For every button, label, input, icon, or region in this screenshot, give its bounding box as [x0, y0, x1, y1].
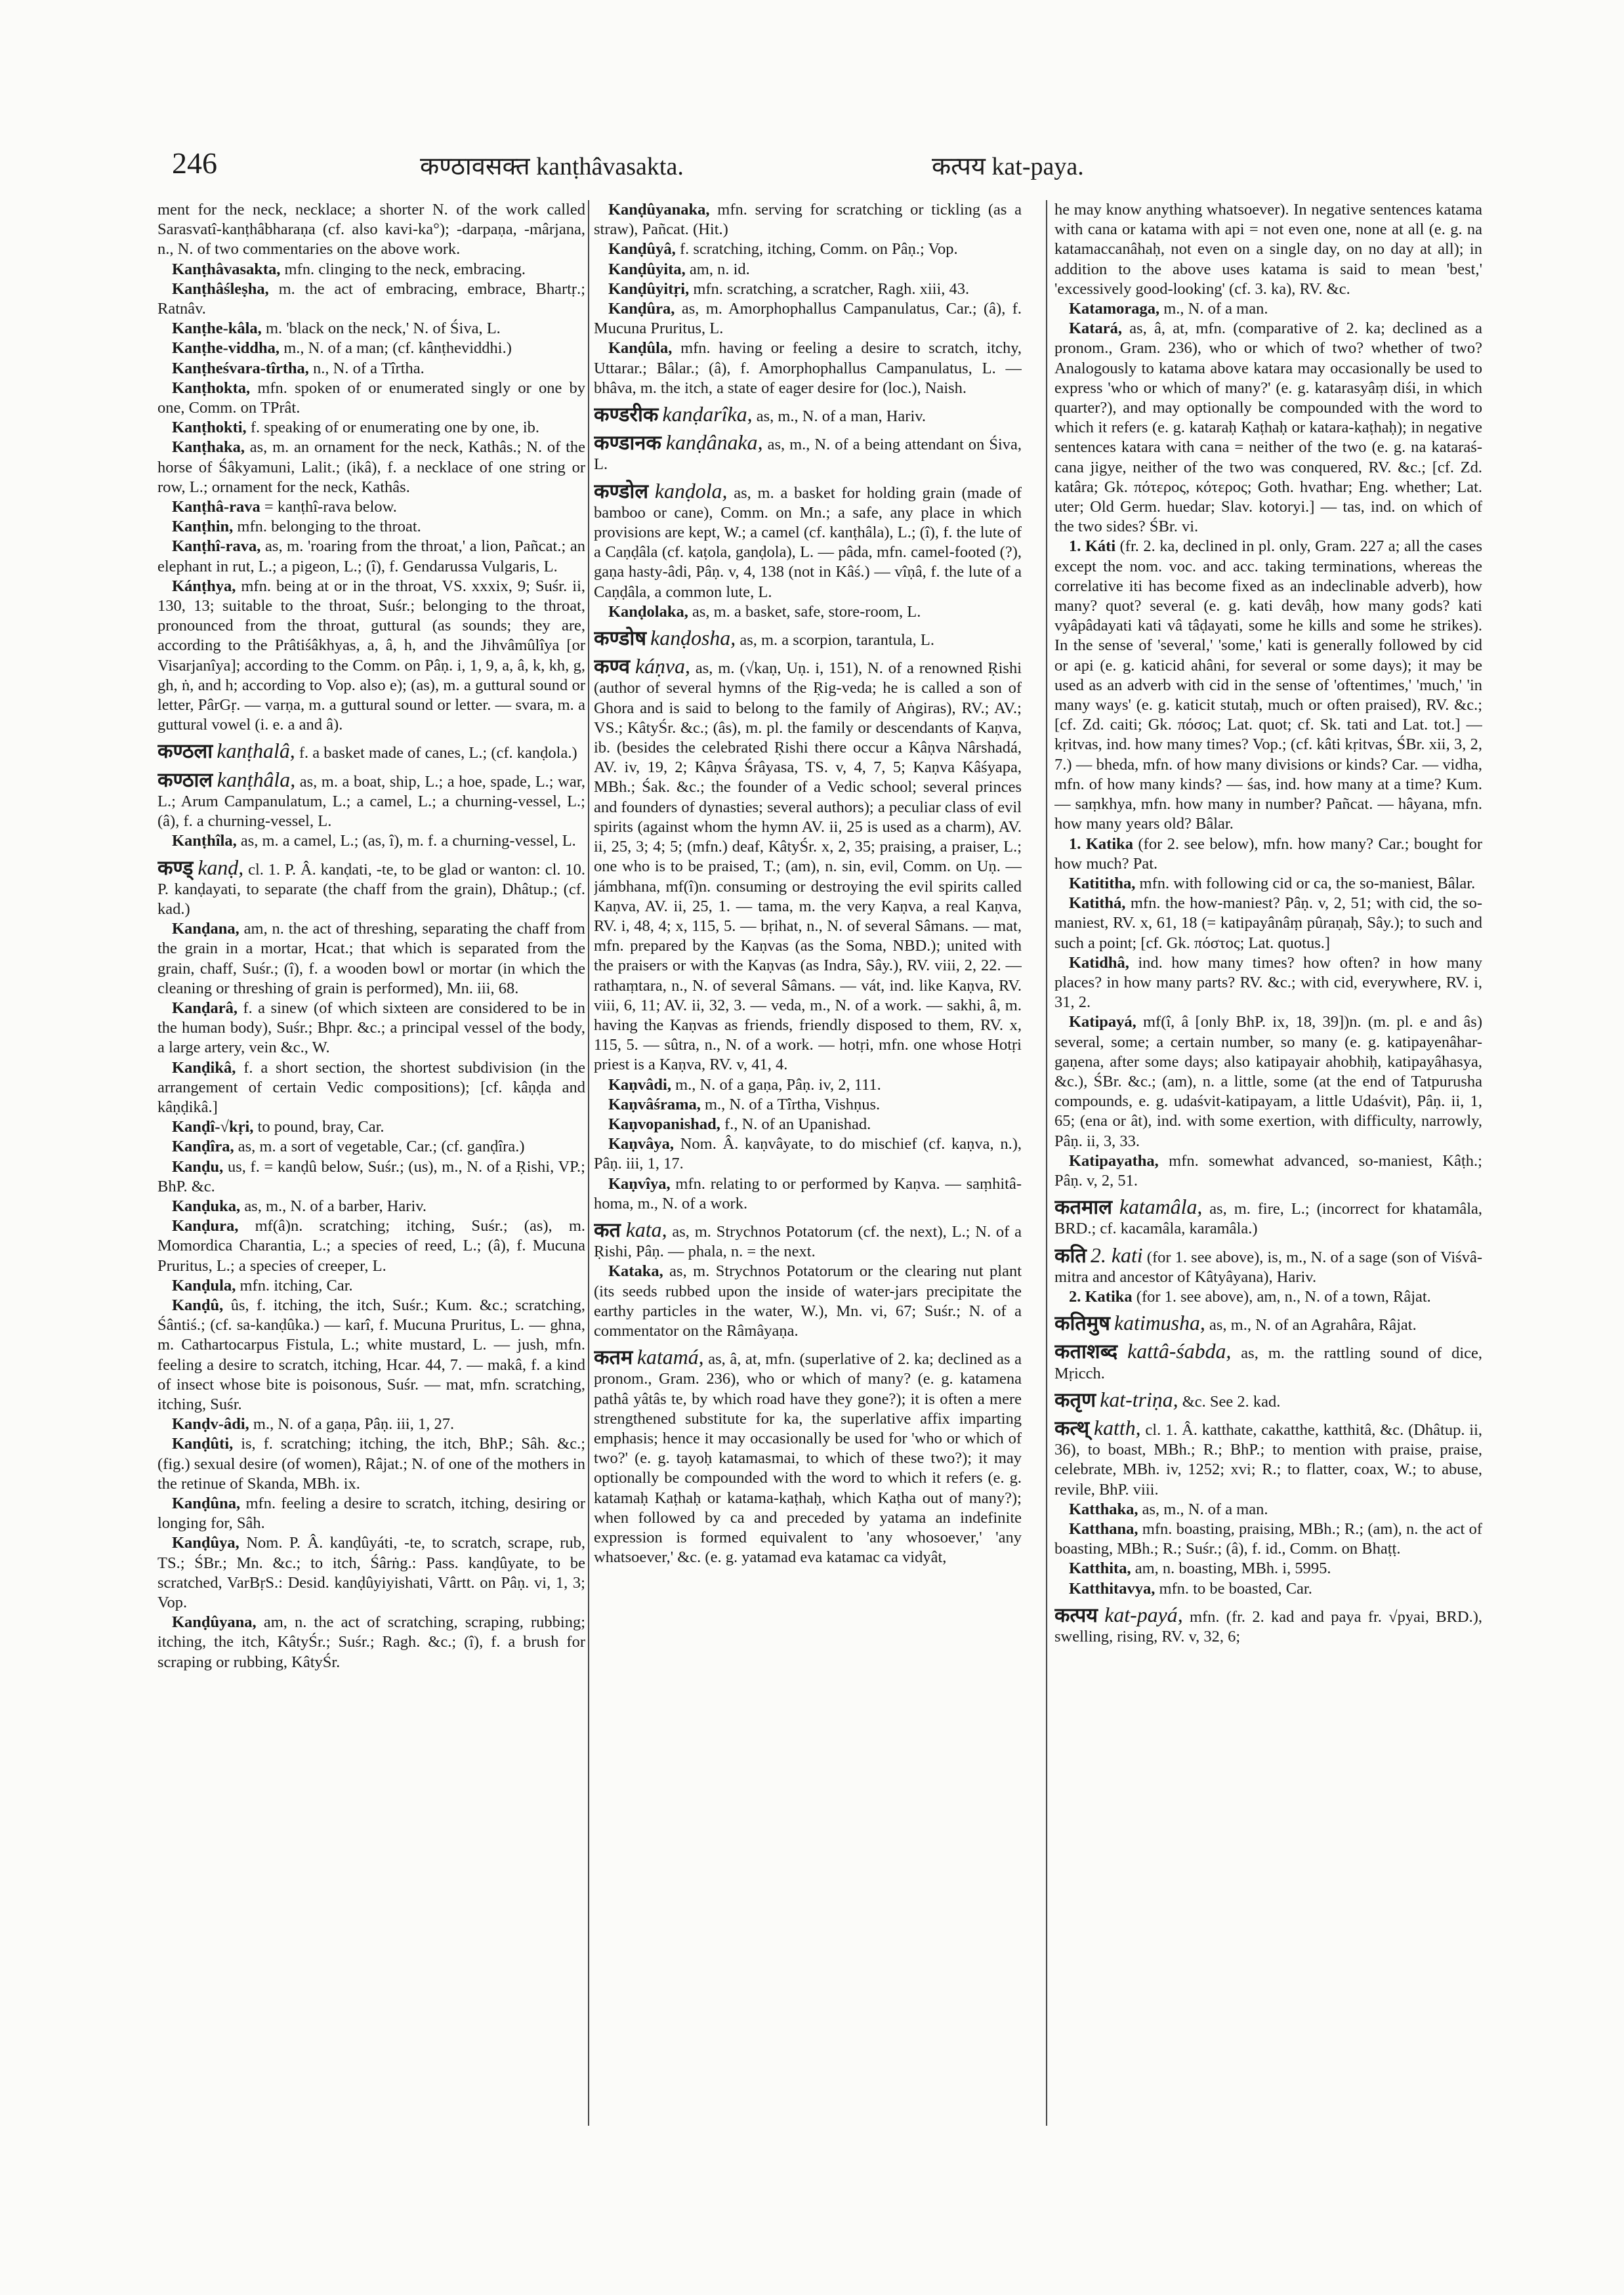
headword: Kanḍûla,: [608, 339, 673, 358]
entry-text: (for 1. see above), is, m., N. of a sage (son of Viśvâ-mitra and ancestor of Kâtyâyana), Hariv.: [1054, 1248, 1482, 1286]
dictionary-entry: [1054, 299, 1482, 319]
dictionary-entry: [157, 1613, 585, 1672]
entry-text: cl. 1. Â. katthate, cakatthe, katthitâ, &c. (Dhâtup. ii, 36), to boast, MBh.; R.; BhP.; to mention with praise, praise, celebrate, MBh. iv, 1252; xvi; R.; to flatter, coax, W.; to abuse, revile, BhP. viii.: [1054, 1420, 1482, 1499]
dictionary-entry: [157, 359, 585, 379]
headword: 2. Katika: [1069, 1287, 1133, 1306]
entry-text: as, m. the rattling sound of dice, Mṛicch.: [1054, 1344, 1482, 1382]
dictionary-entry: [1054, 1559, 1482, 1579]
devanagari-headword: कण्ठाल: [157, 768, 213, 791]
dictionary-entry: [594, 657, 1022, 1075]
page-header: [0, 146, 1624, 192]
entry-text: f. a short section, the shortest subdivision (in the arrangement of certain Vedic compositions); [cf. kâṇḍa and kâṇḍikâ.]: [157, 1058, 585, 1116]
dictionary-column-1: [157, 200, 585, 2168]
dictionary-entry: [157, 537, 585, 576]
headword: kanḍ,: [198, 856, 244, 879]
entry-text: f. a sinew (of which sixteen are considered to be in the human body), Suśr.; Bhpr. &c.; a principal vessel of the body, a large artery, vein &c., W.: [157, 999, 585, 1057]
devanagari-headword: कतमाल: [1054, 1196, 1112, 1219]
entry-text: mfn. itching, Car.: [239, 1276, 353, 1294]
dictionary-entry: [157, 1494, 585, 1533]
headword: kanḍola,: [654, 479, 728, 503]
entry-text: as, m. (√kaṇ, Uṇ. i, 151), N. of a renowned Ṛishi (author of several hymns of the Ṛig-veda; he is called a son of Ghora and is said to belong to the family of Aṅgiras), RV.; AV.; VS.; KâtyŚr. &c.; (âs), m. pl. the family or descendants of Kaṇva, ib. (besides the celebrated Ṛishi there occur a Kâṇva Nârshadá, AV. iv, 19, 2; Kâṇva Śrâyasa, TS. v, 4, 7, 5; Kaṇva Kâśyapa, MBh.; Śak. &c.; the founder of a Vedic school; several princes and founders of dynasties; several authors); a peculiar class of evil spirits (against whom the hymn AV. ii, 25 is used as a charm), AV. ii, 25, 3; 4; 5; (mfn.) deaf, KâtyŚr. x, 2, 35; praising, a praiser, L.; one who is to be praised, T.; (am), n. sin, evil, Comm. on Uṇ. — jámbhana, mf(î)n. consuming or destroying the evil spirits called Kaṇva, AV. ii, 25, 1. — tama, m. the very Kaṇva, a real Kaṇva, RV. i, 48, 4; x, 115, 5. — bṛihat, n., N. of several Sâmans. — mat, mfn. prepared by the Kaṇvas (as the Soma, NBD.); united with the praisers or with the Kaṇvas (as Indra, Sây.), RV. viii, 2, 22. — rathaṃtara, n., N. of several Sâmans. — vát, ind. like Kaṇva, RV. viii, 6, 11; AV. ii, 32, 3. — veda, m., N. of a work. — sakhi, â, m. having the Kaṇvas as friends, friendly disposed to them, RV. x, 115, 5. — sûtra, n., N. of a work. — hotṛi, mfn. one whose Hotṛi priest is a Kaṇva, RV. v, 41, 4.: [594, 659, 1022, 1074]
entry-text: as, m. a camel, L.; (as, î), m. f. a churning-vessel, L.: [240, 832, 576, 850]
entry-text: ind. how many times? how often? in how many places? in how many parts? RV. &c.; with cid, everywhere, RV. i, 31, 2.: [1054, 953, 1482, 1012]
dictionary-entry: [1054, 1418, 1482, 1500]
headword: kata,: [625, 1218, 667, 1241]
dictionary-entry: [157, 1276, 585, 1296]
running-head-left: कण्ठावसक्त kanṭhâvasakta.: [420, 153, 684, 180]
entry-text: am, n. id.: [689, 260, 750, 278]
dictionary-entry: [1054, 1500, 1482, 1520]
headword: Kánṭhya,: [172, 577, 236, 595]
devanagari-headword: कताशब्द: [1054, 1340, 1118, 1363]
headword: Kanḍu,: [172, 1157, 224, 1176]
headword: kanḍarîka,: [662, 403, 753, 426]
devanagari-headword: कत्पय: [1054, 1603, 1098, 1626]
headword: Kanḍikâ,: [172, 1058, 236, 1077]
headword: katth,: [1093, 1416, 1141, 1439]
entry-text: mfn. to be boasted, Car.: [1159, 1579, 1312, 1598]
entry-text: mfn. belonging to the throat.: [237, 518, 421, 536]
headword: Kanḍûti,: [172, 1435, 234, 1453]
headword: Kanṭhin,: [172, 518, 234, 536]
entry-text: us, f. = kanḍû below, Suśr.; (us), m., N. of a Ṛishi, VP.; BhP. &c.: [157, 1157, 585, 1195]
entry-text: m., N. of a gaṇa, Pâṇ. iv, 2, 111.: [675, 1075, 881, 1094]
dictionary-entry: [594, 1134, 1022, 1174]
entry-text: as, m., N. of a being attendant on Śiva, L.: [594, 436, 1022, 474]
entry-text: as, m. 'roaring from the throat,' a lion, Pañcat.; an elephant in rut, L.; a pigeon, L.; (î), f. Gendarussa Vulgaris, L.: [157, 537, 585, 575]
entry-text: &c. See 2. kad.: [1182, 1392, 1281, 1411]
dictionary-entry: [594, 239, 1022, 259]
headword: Katthitavya,: [1069, 1579, 1156, 1598]
entry-text: mfn. serving for scratching or tickling (as a straw), Pañcat. (Hit.): [594, 201, 1022, 239]
dictionary-entry: [157, 831, 585, 851]
entry-text: n., N. of a Tîrtha.: [313, 359, 425, 377]
dictionary-entry: [594, 1348, 1022, 1567]
dictionary-entry: [1054, 1520, 1482, 1559]
dictionary-entry: [157, 1296, 585, 1415]
entry-text: as, m., N. of a man.: [1142, 1500, 1268, 1518]
dictionary-entry: [1054, 874, 1482, 894]
devanagari-headword: कत: [594, 1218, 621, 1241]
dictionary-entry: [1054, 1243, 1482, 1287]
entry-text: as, m. a sort of vegetable, Car.; (cf. ganḍîra.): [238, 1138, 525, 1156]
entry-text: m., N. of a Tîrtha, Vishṇus.: [705, 1095, 881, 1113]
headword: Katthaka,: [1069, 1500, 1138, 1518]
headword: Kanḍula,: [172, 1276, 236, 1294]
dictionary-entry: [157, 577, 585, 735]
headword: Kanṭhâśleṣha,: [172, 279, 269, 298]
devanagari-headword: कण्डोल: [594, 480, 649, 503]
dictionary-entry: [594, 200, 1022, 239]
devanagari-headword: कत्थ्: [1054, 1416, 1090, 1439]
entry-text: mfn. clinging to the neck, embracing.: [284, 260, 526, 278]
headword: katamá,: [636, 1346, 704, 1369]
dictionary-entry: [157, 438, 585, 497]
dictionary-entry: [157, 517, 585, 537]
dictionary-entry: [157, 1533, 585, 1613]
dictionary-entry: [157, 1137, 585, 1157]
dictionary-entry: [594, 260, 1022, 279]
headword: Katará,: [1069, 320, 1122, 338]
headword: Kaṇvopanishad,: [608, 1115, 720, 1133]
entry-text: mfn. (fr. 2. kad and paya fr. √pyai, BRD.), swelling, rising, RV. v, 32, 6;: [1054, 1607, 1482, 1646]
entry-text: m., N. of a man.: [1163, 300, 1268, 318]
dictionary-entry: [157, 1157, 585, 1197]
entry-text: as, m. fire, L.; (incorrect for khatamâla, BRD.; cf. kacamâla, karamâla.): [1054, 1200, 1482, 1238]
dictionary-entry: [157, 379, 585, 418]
headword: kattâ-śabda,: [1127, 1340, 1232, 1363]
dictionary-entry: [594, 1220, 1022, 1262]
dictionary-entry: [594, 433, 1022, 474]
headword: Kanḍûyâ,: [608, 240, 676, 258]
entry-text: as, m. an ornament for the neck, Kathâs.; N. of the horse of Śâkyamuni, Lalit.; (ikâ), f. a necklace of one string or row, L.; ornament for the neck, Kathâs.: [157, 438, 585, 496]
entry-text: m. 'black on the neck,' N. of Śiva, L.: [265, 320, 501, 338]
entry-text: m., N. of a man; (cf. kânṭheviddhi.): [283, 339, 512, 358]
dictionary-entry: [157, 919, 585, 999]
running-head-right: कत्पय kat-paya.: [932, 153, 1084, 180]
entry-text: as, m. a basket for holding grain (made of bamboo or cane), Comm. on Mn.; a safe, any place in which provisions are kept, W.; a camel (cf. kanṭhâla), L.; (î), f. the lute of a Caṇḍâla (cf. kaṭola, ganḍola), L. — pâda, mfn. camel-footed (?), gaṇa hasty-âdi, Pâṇ. v, 4, 138 (not in Kâś.) — vîṇâ, f. the lute of a Caṇḍâla, a common lute, L.: [594, 484, 1022, 601]
devanagari-headword: कण्डानक: [594, 432, 661, 455]
dictionary-entry: [157, 999, 585, 1058]
headword: Kanḍûna,: [172, 1495, 241, 1512]
headword: Kanḍûyita,: [608, 260, 686, 278]
headword: káṇva,: [635, 655, 690, 678]
column-rule: [588, 200, 589, 2126]
entry-text: as, â, at, mfn. (comparative of 2. ka; declined as a pronom., Gram. 236), who or which of two? whether of two? Analogously to katama above katara may occasionally be used to express 'who or which of many?' (e. g. katarasyâṃ diśi, in which quarter?), and may optionally be compounded with the word to which it refers (e. g. kataraḥ Kaṭhaḥ or katara-kaṭhaḥ); in negative sentences katara with cana = neither of the two (e. g. na kataraś-cana jigye, neither of the two was conquered, RV. &c.; [cf. Zd. katâra; Gk. πότερος, κότερος; Goth. hvathar; Eng. whether; Lat. uter; Old Germ. huedar; Slav. kotoryi.] — tas, ind. on which of the two sides? ŚBr. vi.: [1054, 320, 1482, 536]
entry-text: am, n. the act of threshing, separating the chaff from the grain in a mortar, Hcat.; that which is separated from the grain, chaff, Suśr.; (î), f. a wooden bowl or mortar (in which the cleaning or threshing of grain is performed), Mn. iii, 68.: [157, 920, 585, 997]
dictionary-entry: [594, 1095, 1022, 1115]
entry-text: am, n. boasting, MBh. i, 5995.: [1135, 1560, 1331, 1578]
entry-text: (fr. 2. ka, declined in pl. only, Gram. 227 a; all the cases except the nom. voc. and acc. taking terminations, whereas the correlative iti has become fixed as an indeclinable adverb), how many? quot? several (e. g. kati devâḥ, how many gods? kati vyâpâdayati kati vâ tâḍayati, some he kills and some he strikes). In the sense of 'several,' 'some,' kati is generally followed by cid or api (e. g. katicid ahâni, for several or some days); it may be used as an adverb with cid in the sense of 'oftentimes,' 'much,' 'in many ways' (e. g. katicit stutaḥ, much or often praised), RV. &c.; [cf. Zd. caiti; Gk. πόσος; Lat. quot; cf. Sk. tati and Lat. tot.] — kṛitvas, ind. how many times? Vop.; (cf. kâti kṛitvas, ŚBr. xii, 3, 2, 7.) — bheda, mfn. of how many divisions or kinds? Car. — vidha, mfn. of how many kinds? — śas, ind. how many at a time? Kum. — saṃkhya, mfn. how many in number? Pañcat. — hâyana, mfn. how many years old? Bâlar.: [1054, 537, 1482, 833]
entry-text: m., N. of a gaṇa, Pâṇ. iii, 1, 27.: [253, 1415, 455, 1434]
dictionary-entry: [157, 260, 585, 279]
dictionary-entry: [157, 1117, 585, 1137]
dictionary-entry: [594, 1115, 1022, 1134]
dictionary-entry: [157, 1216, 585, 1276]
page-number: 246: [172, 146, 217, 180]
entry-text: mfn. having or feeling a desire to scratch, itchy, Uttarar.; Bâlar.; (â), f. Amorphophallus Campanulatus, L. — bhâva, m. the itch, a state of eager desire for (loc.), Naish.: [594, 339, 1022, 397]
entry-text: ment for the neck, necklace; a shorter N. of the work called Sarasvatî-kanṭhâbharaṇa (cf. also kavi-ka°); -darpaṇa, -mârjana, n., N. of two commentaries on the above work.: [157, 201, 585, 258]
entry-text: as, m. a boat, ship, L.; a hoe, spade, L.; war, L.; Arum Campanulatum, L.; a camel, L.; a churning-vessel, L.; (â), f. a churning-vessel, L.: [157, 772, 585, 831]
entry-text: am, n. the act of scratching, scraping, rubbing; itching, the itch, KâtyŚr.; Suśr.; Ragh. &c.; (î), f. a brush for scraping or rubbing, KâtyŚr.: [157, 1613, 585, 1671]
dictionary-entry: [1054, 1605, 1482, 1647]
headword: Kanḍûyanaka,: [608, 201, 710, 218]
entry-text: Nom. P. Â. kanḍûyáti, -te, to scratch, scrape, rub, TS.; ŚBr.; Mn. &c.; to itch, Śârṅg.: Pass. kanḍûyate, to be scratched, VarBṛS.: Desid. kanḍûyiyishati, Vârtt. on Pâṇ. vi, 1, 3; Vop.: [157, 1534, 585, 1612]
entry-text: as, m., N. of a man, Hariv.: [756, 407, 927, 426]
headword: Kanṭhokta,: [172, 379, 251, 397]
headword: kat-payá,: [1104, 1603, 1183, 1626]
dictionary-entry: [157, 1415, 585, 1434]
headword: kanḍosha,: [650, 627, 736, 650]
dictionary-entry: [157, 279, 585, 319]
headword: Kanḍv-âdi,: [172, 1415, 249, 1434]
dictionary-entry: [1054, 835, 1482, 874]
devanagari-headword: कण्डरीक: [594, 403, 659, 426]
headword: Kanḍolaka,: [608, 602, 688, 621]
dictionary-entry: [594, 1262, 1022, 1341]
headword: Kaṇvâya,: [608, 1135, 675, 1153]
dictionary-entry: [594, 1075, 1022, 1095]
dictionary-entry: [594, 1174, 1022, 1214]
dictionary-column-3: [1054, 200, 1482, 2168]
devanagari-headword: कतिमुष: [1054, 1312, 1110, 1335]
dictionary-entry: [157, 1197, 585, 1216]
headword: kanṭhalâ,: [217, 739, 295, 763]
headword: Kanḍarâ,: [172, 999, 238, 1017]
devanagari-headword: कति: [1054, 1244, 1087, 1267]
headword: Kanḍî-√kṛi,: [172, 1118, 254, 1136]
dictionary-entry: [1054, 1151, 1482, 1191]
entry-text: mfn. boasting, praising, MBh.; R.; (am), n. the act of boasting, MBh.; R.; Suśr.; (â), f. id., Comm. on Bhaṭṭ.: [1054, 1520, 1482, 1558]
entry-text: as, m. Strychnos Potatorum or the clearing nut plant (its seeds rubbed upon the inside of water-jars precipitate the earthy particles in the water, W.), Mn. vi, 67; Suśr.; N. of a commentator on the Râmâyaṇa.: [594, 1262, 1022, 1340]
entry-text: f. speaking of or enumerating one by one, ib.: [250, 419, 540, 437]
devanagari-headword: कण्ड्: [157, 856, 194, 879]
entry-text: f. scratching, itching, Comm. on Pâṇ.; Vop.: [679, 240, 958, 258]
headword: Katthana,: [1069, 1520, 1138, 1538]
entry-text: to pound, bray, Car.: [257, 1118, 385, 1136]
entry-text: mfn. feeling a desire to scratch, itching, desiring or longing for, Sâh.: [157, 1495, 585, 1533]
headword: Katipayá,: [1069, 1013, 1136, 1031]
dictionary-entry: [1054, 1012, 1482, 1151]
column-rule: [1046, 200, 1047, 2126]
dictionary-entry: [1054, 1197, 1482, 1239]
entry-text: mfn. relating to or performed by Kaṇva. — saṃhitâ-homa, m., N. of a work.: [594, 1174, 1022, 1212]
dictionary-entry: [1054, 953, 1482, 1013]
dictionary-entry: [594, 479, 1022, 602]
entry-text: he may know anything whatsoever). In negative sentences katama with cana or katama with api = not even one, none at all (e. g. na katamaccanâhaḥ, not even on a single day, on no day at all); in addition to the above uses katama is said to mean 'best,' 'excessively good-looking' (cf. 3. ka), RV. &c.: [1054, 201, 1482, 298]
headword: Kanḍûya,: [172, 1534, 239, 1552]
headword: katimusha,: [1114, 1312, 1205, 1335]
dictionary-entry: [157, 858, 585, 920]
headword: Kanṭheśvara-tîrtha,: [172, 359, 309, 377]
headword: Kanṭhî-rava,: [172, 537, 261, 556]
dictionary-entry: [157, 1434, 585, 1494]
headword: Kanṭhîla,: [172, 832, 237, 850]
entry-text: f. a basket made of canes, L.; (cf. kanḍola.): [299, 744, 577, 762]
dictionary-column-2: [594, 200, 1022, 2168]
entry-text: mfn. scratching, a scratcher, Ragh. xiii, 43.: [693, 279, 970, 298]
dictionary-entry: [157, 741, 585, 763]
headword: katamâla,: [1119, 1195, 1203, 1219]
devanagari-headword: कण्व: [594, 655, 631, 678]
entry-text: as, m. Strychnos Potatorum (cf. the next), L.; N. of a Ṛishi, Pâṇ. — phala, n. = the next.: [594, 1222, 1022, 1261]
headword: Kanṭhâvasakta,: [172, 260, 281, 278]
entry-text: mfn. the how-maniest? Pâṇ. v, 2, 51; with cid, the so-maniest, RV. x, 61, 18 (= katipayânâṃ pûraṇaḥ, Sây.); to such and such a point; [cf. Gk. πόστος; Lat. quotus.]: [1054, 894, 1482, 952]
headword: Kanṭhaka,: [172, 438, 245, 457]
dictionary-entry: [157, 319, 585, 339]
headword: kat-triṇa,: [1100, 1388, 1178, 1411]
headword: Kanḍûyitṛi,: [608, 279, 690, 298]
entry-text: as, m., N. of a barber, Hariv.: [244, 1197, 427, 1215]
entry-text: m. the act of embracing, embrace, Bhartṛ.; Ratnâv.: [157, 279, 585, 318]
entry-text: ûs, f. itching, the itch, Suśr.; Kum. &c.; scratching, Śântiś.; (cf. sa-kanḍûka.) — karî, f. Mucuna Pruritus, L. — ghna, m. Cathartocarpus Fistula, L.; white mustard, L. — jush, mfn. feeling a desire to scratch, itching, Hcar. 44, 7. — makâ, f. a kind of insect whose bite is poisonous, Suśr. — mat, mfn. scratching, itching, Suśr.: [157, 1296, 585, 1413]
headword: Kataka,: [608, 1262, 663, 1281]
headword: Katamoraga,: [1069, 300, 1160, 318]
headword: Kaṇvîya,: [608, 1174, 671, 1193]
entry-text: as, m. a basket, safe, store-room, L.: [692, 602, 921, 621]
headword: Kanḍuka,: [172, 1197, 241, 1215]
headword: 1. Káti: [1069, 537, 1116, 556]
headword: 1. Katika: [1069, 835, 1134, 853]
headword: Kanḍîra,: [172, 1138, 234, 1156]
entry-text: mf(â)n. scratching; itching, Suśr.; (as), m. Momordica Charantia, L.; a species of reed, L.; (â), f. Mucuna Pruritus, L.; a species of creeper, L.: [157, 1217, 585, 1275]
headword: Kanḍû,: [172, 1296, 224, 1314]
dictionary-entry: [157, 770, 585, 832]
entry-text: mfn. somewhat advanced, so-maniest, Kâṭh.; Pâṇ. v, 2, 51.: [1054, 1151, 1482, 1189]
entry-text: as, m. a scorpion, tarantula, L.: [739, 631, 934, 650]
entry-text: Nom. Â. kaṇvâyate, to do mischief (cf. kaṇva, n.), Pâṇ. iii, 1, 17.: [594, 1135, 1022, 1173]
headword: 2. kati: [1091, 1243, 1143, 1267]
dictionary-entry: [1054, 1313, 1482, 1335]
headword: Kanṭhokti,: [172, 419, 247, 437]
devanagari-headword: कण्ठला: [157, 740, 213, 763]
devanagari-headword: कतृण: [1054, 1388, 1096, 1411]
entry-text: is, f. scratching; itching, the itch, BhP.; Sâh. &c.; (fig.) sexual desire (of women), Râjat.; N. of one of the mothers in the retinue of Skanda, MBh. ix.: [157, 1435, 585, 1493]
dictionary-entry: [594, 405, 1022, 426]
dictionary-entry: [1054, 894, 1482, 953]
dictionary-entry: [594, 279, 1022, 299]
entry-text: as, m. Amorphophallus Campanulatus, Car.; (â), f. Mucuna Pruritus, L.: [594, 300, 1022, 338]
entry-text: mfn. with following cid or ca, the so-maniest, Bâlar.: [1139, 874, 1476, 892]
headword: Kaṇvâdi,: [608, 1075, 671, 1094]
dictionary-entry: [1054, 537, 1482, 834]
entry-text: mf(î, â [only BhP. ix, 18, 39])n. (m. pl. e and âs) several, some; a certain number, so many (e. g. katipayenâhar-gaṇena, after some days; also katipayair ahobhiḥ, katipayâhasya, &c.), ŚBr. &c.; (am), n. a little, some (at the end of Tatpurusha compounds, e. g. udaśvit-katipayam, a little Udaśvit), Pâṇ. ii, 1, 65; (ena or ât), ind. with some exertion, with difficulty, narrowly, Pâṇ. ii, 3, 33.: [1054, 1013, 1482, 1150]
headword: Katititha,: [1069, 874, 1136, 892]
headword: Kaṇvâśrama,: [608, 1095, 701, 1113]
headword: Kanṭhe-kâla,: [172, 320, 262, 338]
headword: Kanṭhe-viddha,: [172, 339, 280, 358]
entry-text: mfn. being at or in the throat, VS. xxxix, 9; Suśr. ii, 130, 13; suitable to the throat, Suśr.; belonging to the throat, pronounced from the throat, guttural (as sounds; they are, according to the Prâtiśâkhyas, a, â, h, and the Jihvâmûlîya [or Visarjanîya]; according to the Comm. on Pâṇ. i, 1, 9, a, â, k, kh, g, gh, ṅ, and h; according to Vop. also e); (as), m. a guttural sound or letter, PârGṛ. — varṇa, m. a guttural sound or letter. — svara, m. a guttural vowel (i. e. a and â).: [157, 577, 585, 734]
dictionary-entry: [1054, 319, 1482, 537]
entry-text: cl. 1. P. Â. kanḍati, -te, to be glad or wanton: cl. 10. P. kanḍayati, to separate (the chaff from the grain), Dhâtup.; (cf. kad.): [157, 860, 585, 918]
dictionary-entry: [594, 339, 1022, 398]
headword: kanṭhâla,: [217, 768, 296, 791]
headword: Kanḍura,: [172, 1217, 239, 1235]
dictionary-entry: [1054, 1390, 1482, 1412]
devanagari-headword: कतम: [594, 1346, 633, 1369]
entry-text: mfn. spoken of or enumerated singly or one by one, Comm. on TPrât.: [157, 379, 585, 417]
headword: Katidhâ,: [1069, 953, 1129, 972]
headword: Kanṭhâ-rava: [172, 498, 260, 516]
dictionary-entry: [157, 497, 585, 517]
headword: Kanḍana,: [172, 920, 239, 938]
headword: Katthita,: [1069, 1560, 1131, 1578]
entry-text: (for 1. see above), am, n., N. of a town, Râjat.: [1136, 1287, 1431, 1306]
dictionary-entry: [594, 602, 1022, 622]
entry-text: = kanṭhî-rava below.: [264, 498, 397, 516]
headword: Katipayatha,: [1069, 1151, 1159, 1170]
dictionary-entry: [1054, 1579, 1482, 1599]
dictionary-entry: [1054, 1287, 1482, 1307]
entry-text: as, â, at, mfn. (superlative of 2. ka; declined as a pronom., Gram. 236), who or which of many? (e. g. katamena pathâ yâtâs te, by which road have they gone?); it is often a mere strengthened substitute for ka, the superlative affix imparting emphasis; hence it may occasionally be used for 'who or which of two?' (e. g. tayoḥ katamasmai, to which of these two?); it may optionally be compounded with the word to which it refers (e. g. katamaḥ Kaṭhaḥ or katama-kaṭhaḥ, which Kaṭha out of many?); when followed by ca and preceded by yatama an indefinite expression is formed equivalent to 'any whosoever,' 'any whatsoever,' &c. (e. g. yatamad eva katamac ca vidyât,: [594, 1350, 1022, 1567]
entry-text: f., N. of an Upanishad.: [724, 1115, 871, 1133]
headword: Katithá,: [1069, 894, 1126, 913]
dictionary-entry: [594, 299, 1022, 339]
dictionary-entry: [157, 1058, 585, 1118]
headword: Kanḍûyana,: [172, 1613, 257, 1632]
dictionary-entry: [157, 200, 585, 260]
dictionary-entry: [1054, 200, 1482, 299]
dictionary-entry: [157, 339, 585, 358]
dictionary-entry: [157, 418, 585, 438]
devanagari-headword: कण्डोष: [594, 627, 647, 650]
entry-text: (for 2. see below), mfn. how many? Car.; bought for how much? Pat.: [1054, 835, 1482, 873]
dictionary-entry: [1054, 1342, 1482, 1383]
headword: Kanḍûra,: [608, 300, 675, 318]
headword: kanḍânaka,: [665, 431, 763, 455]
dictionary-entry: [594, 629, 1022, 650]
entry-text: as, m., N. of an Agrahâra, Râjat.: [1209, 1316, 1417, 1334]
